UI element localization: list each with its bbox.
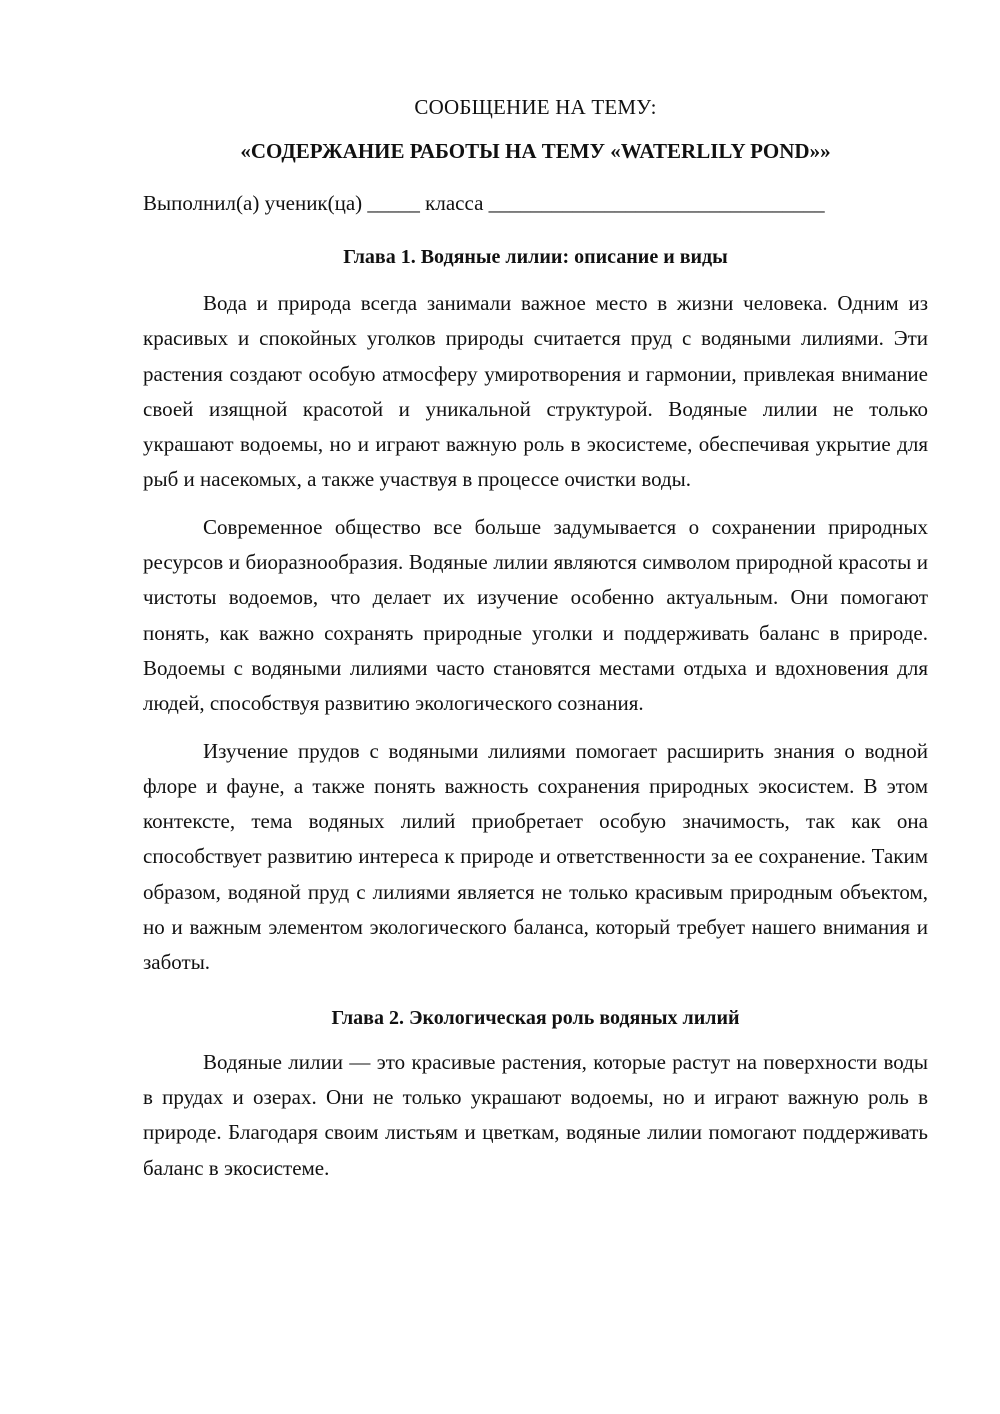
chapter-1-paragraph-3: Изучение прудов с водяными лилиями помогает расширить знания о водной флоре и фауне, а также понять важность сохранения природных экосистем. В этом контексте, тема водяных лилий приобретает особую значимость, так как она способствует развитию интереса к природе и ответственности за ее сохранение. Таким образом, водяной пруд с лилиями является не только красивым природным объектом, но и важным элементом экологического баланса, который требует нашего внимания и заботы. bbox=[143, 738, 928, 975]
chapter-2-paragraph-1: Водяные лилии — это красивые растения, которые растут на поверхности воды в прудах и озерах. Они не только украшают водоемы, но и играют важную роль в природе. Благодаря своим листьям и цветкам, водяные лилии помогают поддерживать баланс в экосистеме. bbox=[143, 1049, 928, 1180]
author-line: Выполнил(а) ученик(ца) _____ класса ________________________________ bbox=[143, 191, 825, 215]
document-page bbox=[143, 92, 928, 1186]
document-title: СООБЩЕНИЕ НА ТЕМУ: bbox=[414, 95, 657, 119]
document-subtitle: «СОДЕРЖАНИЕ РАБОТЫ НА ТЕМУ «WATERLILY POND»» bbox=[240, 139, 831, 163]
chapter-1-heading: Глава 1. Водяные лилии: описание и виды bbox=[343, 246, 728, 268]
chapter-2-heading: Глава 2. Экологическая роль водяных лилий bbox=[331, 1006, 740, 1029]
chapter-1-paragraph-1: Вода и природа всегда занимали важное место в жизни человека. Одним из красивых и спокойных уголков природы считается пруд с водяными лилиями. Эти растения создают особую атмосферу умиротворения и гармонии, привлекая внимание своей изящной красотой и уникальной структурой. Водяные лилии не только украшают водоемы, но и играют важную роль в экосистеме, обеспечивая укрытие для рыб и насекомых, а также участвуя в процессе очистки воды. bbox=[143, 291, 928, 492]
chapter-1-paragraph-2: Современное общество все больше задумывается о сохранении природных ресурсов и биоразнообразия. Водяные лилии являются символом природной красоты и чистоты водоемов, что делает их изучение особенно актуальным. Они помогают понять, как важно сохранять природные уголки и поддерживать баланс в природе. Водоемы с водяными лилиями часто становятся местами отдыха и вдохновения для людей, способствуя развитию экологического сознания. bbox=[143, 514, 928, 716]
